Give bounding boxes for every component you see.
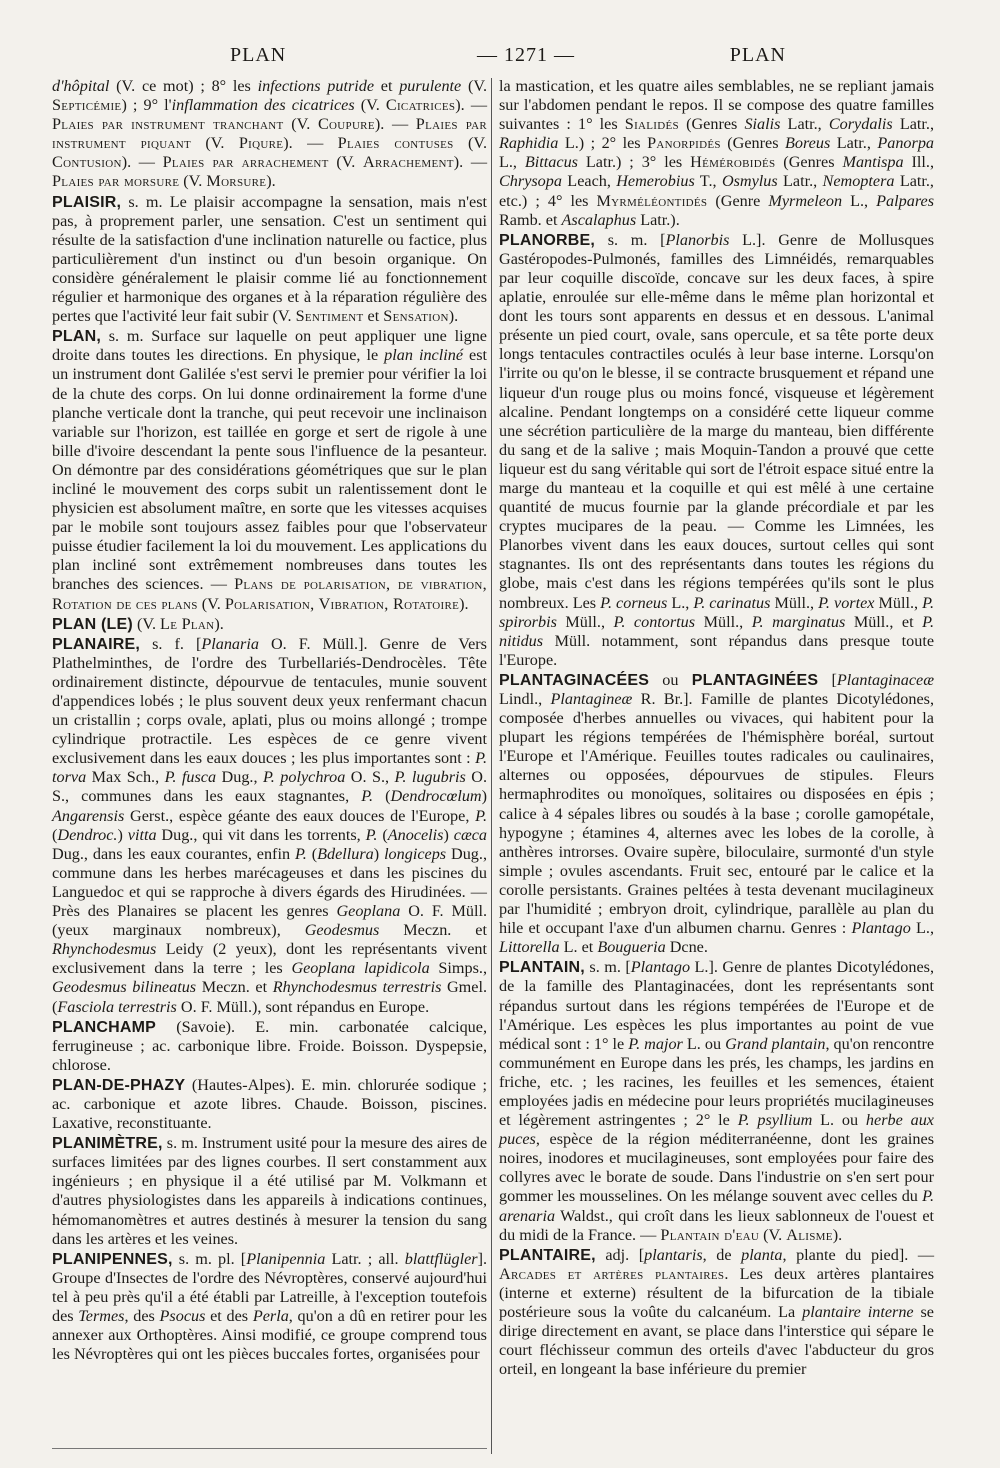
entry-headword: PLANIMÈTRE, — [52, 1135, 163, 1153]
dictionary-entry — [499, 671, 934, 957]
entry-body: adj. [plantaris, de planta, plante du pied]. — Arcades et artères plantaires. Les deux artères plantaires (interne et externe) résultent de la bifurcation de la tibiale postérieure sous la voûte du calcanéum. La plantaire interne se dirige directement en avant, se place dans l'interstice qui sépare le court fléchisseur commun des orteils d'avec l'abducteur du gros orteil, en longeant la base inférieure du premier — [499, 1245, 935, 1379]
entry-body: (Savoie). E. min. carbonatée calcique, ferrugineuse ; ac. carbonique libre. Froide. Boisson. Dyspepsie, chlorose. — [52, 1017, 487, 1074]
entry-body: s. m. Le plaisir accompagne la sensation, mais n'est pas, à proprement parler, une sensation. C'est un sentiment qui résulte de la satisfaction d'une inclination naturelle ou factice, plus particulièrement d'un instinct ou d'un besoin organique. On considère généralement le plaisir comme lié au fonctionnement régulier et harmonique des organes et à la réparation régulière des pertes que l'activité leur fait subir (V. Sentiment et Sensation). — [52, 192, 487, 326]
dictionary-entry — [499, 958, 934, 1244]
dictionary-entry — [52, 193, 487, 327]
dictionary-entry — [52, 1250, 487, 1365]
entry-body: s. m. Instrument usité pour la mesure des aires de surfaces limitées par des lignes courbes. Il sert constamment aux ingénieurs ; en physique il a été utilisé par M. Volkmann et d'autres physiologistes dans les appareils à indications continues, hémomanomètres et autres destinés à mesurer la tension du sang dans les artères et les veines. — [52, 1134, 487, 1248]
dictionary-entry — [52, 635, 487, 1017]
column-divider — [491, 78, 492, 1454]
entry-headword: PLAN (LE) — [52, 615, 133, 633]
entry-headword: PLAN-DE-PHAZY — [52, 1076, 186, 1094]
entry-headword: PLANTAIRE, — [499, 1246, 596, 1264]
entry-body: (Hautes-Alpes). E. min. chlorurée sodique ; ac. carbonique et azote libres. Chaude. Boisson, piscines. Laxative, reconstituante. — [52, 1075, 487, 1133]
bottom-rule — [52, 1448, 487, 1449]
entry-headword: PLANORBE, — [499, 231, 596, 249]
right-column — [499, 76, 934, 1379]
entry-body: d'hôpital (V. ce mot) ; 8° les infections putride et purulente (V. Septicémie) ; 9° l'inflammation des cicatrices (V. Cicatrices). — Plaies par instrument tranchant (V. Coupure). — Plaies par instrument piquant (V. Piqure). — Plaies contuses (V. Contusion). — Plaies par arrachement (V. Arrachement). — Plaies par morsure (V. Morsure). — [52, 77, 488, 191]
entry-headword: PLANTAIN, — [499, 959, 585, 977]
header-left-word: PLAN — [230, 44, 287, 66]
dictionary-entry — [52, 1076, 487, 1133]
entry-headword: PLANIPENNES, — [52, 1250, 173, 1268]
entry-body: s. m. [Planorbis L.]. Genre de Mollusques Gastéropodes-Pulmonés, familles des Limnéidés, remarquables par leur coquille discoïde, concave sur les deux faces, à spire aplatie, enroulée sur elle-même dans le même plan horizontal et dont les tours sont apparents en dessus et en dessous. L'animal présente un pied court, ovale, sans opercule, et sa tête porte deux longs tentacules contractiles oculés à leur base interne. Lorsqu'on l'irrite ou qu'on le blesse, il se contracte brusquement et répand une liqueur d'un rouge plus ou moins foncé, visqueuse et légèrement alcaline. Pendant longtemps on a considéré cette liqueur comme une sécrétion particulière de la marge du manteau, bien différente du sang et de la salive ; mais Moquin-Tandon a prouvé que cette liqueur est du sang véritable qui sort de l'étroit espace situé entre la marge du manteau et la coquille et qui est mêlé à une certaine quantité de mucus fournie par la glande précordiale et par les cryptes mucipares de la peau. — Comme les Limnées, les Planorbes vivent dans les eaux douces, surtout celles qui sont stagnantes. Ils ont des représentants dans toutes les régions du globe, mais c'est dans les régions tempérées qu'ils sont le plus nombreux. Les P. corneus L., P. carinatus Müll., P. vortex Müll., P. spirorbis Müll., P. contortus Müll., P. marginatus Müll., et P. nitidus Müll. notamment, sont répandus dans presque toute l'Europe. — [499, 230, 935, 669]
entry-body: s. m. Surface sur laquelle on peut appliquer une ligne droite dans toutes les directions. En physique, le plan incliné est un instrument dont Galilée s'est servi le premier pour vérifier la loi de la chute des corps. On lui donne ordinairement la forme d'une planche verticale dont la tranche, qui peut recevoir une inclinaison variable sur l'horizon, est taillée en gorge et sert de rigole à une bille d'ivoire descendant la pente sous l'influence de la pesanteur. On démontre par des considérations géométriques que sur le plan incliné le mouvement des corps subit un ralentissement dont le physicien est absolument maître, en sorte que les vitesses acquises par le mobile sont toujours assez faibles pour que l'observateur puisse étudier facilement la loi du mouvement. Les applications du plan incliné sont extrêmement nombreuses dans toutes les branches des sciences. — Plans de polarisation, de vibration, Rotation de ces plans (V. Polarisation, Vibration, Rotatoire). — [52, 327, 488, 613]
left-column — [52, 76, 487, 1364]
entry-headword: PLANCHAMP — [52, 1018, 157, 1036]
dictionary-entry — [499, 1246, 934, 1380]
dictionary-entry — [499, 231, 934, 670]
entry-body: s. m. pl. [Planipennia Latr. ; all. blattflügler]. Groupe d'Insectes de l'ordre des Névroptères, conservé aujourd'hui tel à peu près qu'il a été établi par Latreille, à l'exception toutefois des Termes, des Psocus et des Perla, qu'on a dû en retirer pour les annexer aux Orthoptères. Ainsi modifié, ce groupe comprend tous les Névroptères qui ont les pièces buccales fortes, organisées pour — [52, 1249, 487, 1364]
dictionary-entry — [52, 1018, 487, 1075]
dictionary-entry — [52, 615, 487, 634]
running-header — [52, 44, 934, 74]
dictionary-entry — [499, 77, 934, 230]
dictionary-entry — [52, 1134, 487, 1249]
dictionary-entry — [52, 327, 487, 613]
entry-headword: PLANTAGINACÉES — [499, 671, 650, 689]
page-number: — 1271 — — [477, 44, 575, 66]
entry-headword: PLAISIR, — [52, 193, 122, 211]
dictionary-entry — [52, 77, 487, 192]
entry-body: ou PLANTAGINÉES [Plantaginaceæ Lindl., Plantagineæ R. Br.]. Famille de plantes Dicotylédones, composée d'herbes annuelles ou vivaces, qui habitent pour la plupart les régions tempérées de l'hémisphère boréal, surtout l'Europe et l'Amérique. Feuilles toutes radicales ou caulinaires, alternes ou opposées, dépourvues de stipules. Fleurs hermaphrodites ou monoïques, solitaires ou disposées en épis ; calice à 4 sépales libres ou soudés à la base ; corolle gamopétale, hypogyne ; étamines 4, alternes avec les lobes de la corolle, à anthères introrses. Ovaire supère, biloculaire, surmonté d'un style simple ; ovules ascendants. Fruit sec, entouré par le calice et la corolle persistants. Graines peltées à testa devenant mucilagineux par l'humidité ; embryon droit, cylindrique, parallèle au plan du hile et occupant l'axe d'un albumen charnu. Genres : Plantago L., Littorella L. et Bougueria Dcne. — [499, 670, 935, 957]
entry-body: s. m. [Plantago L.]. Genre de plantes Dicotylédones, de la famille des Plantaginacées, dont les représentants sont répandus surtout dans les régions tempérées de l'Europe et de l'Amérique. Les espèces les plus importantes au point de vue médical sont : 1° le P. major L. ou Grand plantain, qu'on rencontre communément en Europe dans les prés, les champs, les jardins en friche, etc. ; les racines, les feuilles et les semences, étaient employées jadis en médecine pour leurs propriétés mucilagineuses et légèrement astringentes ; 2° le P. psyllium L. ou herbe aux puces, espèce de la région méditerranéenne, dont les graines noires, inodores et mucilagineuses, sont employées pour faire des collyres avec le borate de soude. Dans l'industrie on s'en sert pour gommer les mousselines. On les mélange souvent avec celles du P. arenaria Waldst., qui croît dans les lieux sablonneux de l'ouest et du midi de la France. — Plantain d'eau (V. Alisme). — [499, 958, 935, 1244]
entry-headword: PLANAIRE, — [52, 635, 141, 653]
entry-body: s. f. [Planaria O. F. Müll.]. Genre de Vers Plathelminthes, de l'ordre des Turbellariés-Dendrocèles. Tête ordinairement distincte, dépourvue de tentacules, munie souvent d'appendices lobés ; le plus souvent deux yeux renfermant chacun un cristallin ; corps ovale, aplati, plus ou moins allongé ; trompe cylindrique protractile. Les espèces de ce genre vivent exclusivement dans les eaux douces ; les plus importantes sont : P. torva Max Sch., P. fusca Dug., P. polychroa O. S., P. lugubris O. S., communes dans les eaux stagnantes, P. (Dendrocœlum) Angarensis Gerst., espèce géante des eaux douces de l'Europe, P. (Dendroc.) vitta Dug., qui vit dans les torrents, P. (Anocelis) cæca Dug., dans les eaux courantes, enfin P. (Bdellura) longiceps Dug., commune dans les herbes marécageuses et dans les piscines du Languedoc et qui se rapproche à divers égards des Hirudinées. — Près des Planaires se placent les genres Geoplana O. F. Müll. (yeux marginaux nombreux), Geodesmus Meczn. et Rhynchodesmus Leidy (2 yeux), dont les représentants vivent exclusivement dans la terre ; les Geoplana lapidicola Simps., Geodesmus bilineatus Meczn. et Rhynchodesmus terrestris Gmel. (Fasciola terrestris O. F. Müll.), sont répandus en Europe. — [52, 634, 488, 1016]
entry-body: la mastication, et les quatre ailes semblables, ne se repliant jamais sur l'abdomen pendant le repos. Il se compose des quatre familles suivantes : 1° les Sialidés (Genres Sialis Latr., Corydalis Latr., Raphidia L.) ; 2° les Panorpidés (Genres Boreus Latr., Panorpa L., Bittacus Latr.) ; 3° les Hémérobidés (Genres Mantispa Ill., Chrysopa Leach, Hemerobius T., Osmylus Latr., Nemoptera Latr., etc.) ; 4° les Myrméléontidés (Genre Myrmeleon L., Palpares Ramb. et Ascalaphus Latr.). — [499, 77, 935, 229]
header-right-word: PLAN — [729, 44, 786, 66]
entry-headword: PLAN, — [52, 328, 101, 346]
entry-body: (V. Le Plan). — [132, 614, 224, 633]
